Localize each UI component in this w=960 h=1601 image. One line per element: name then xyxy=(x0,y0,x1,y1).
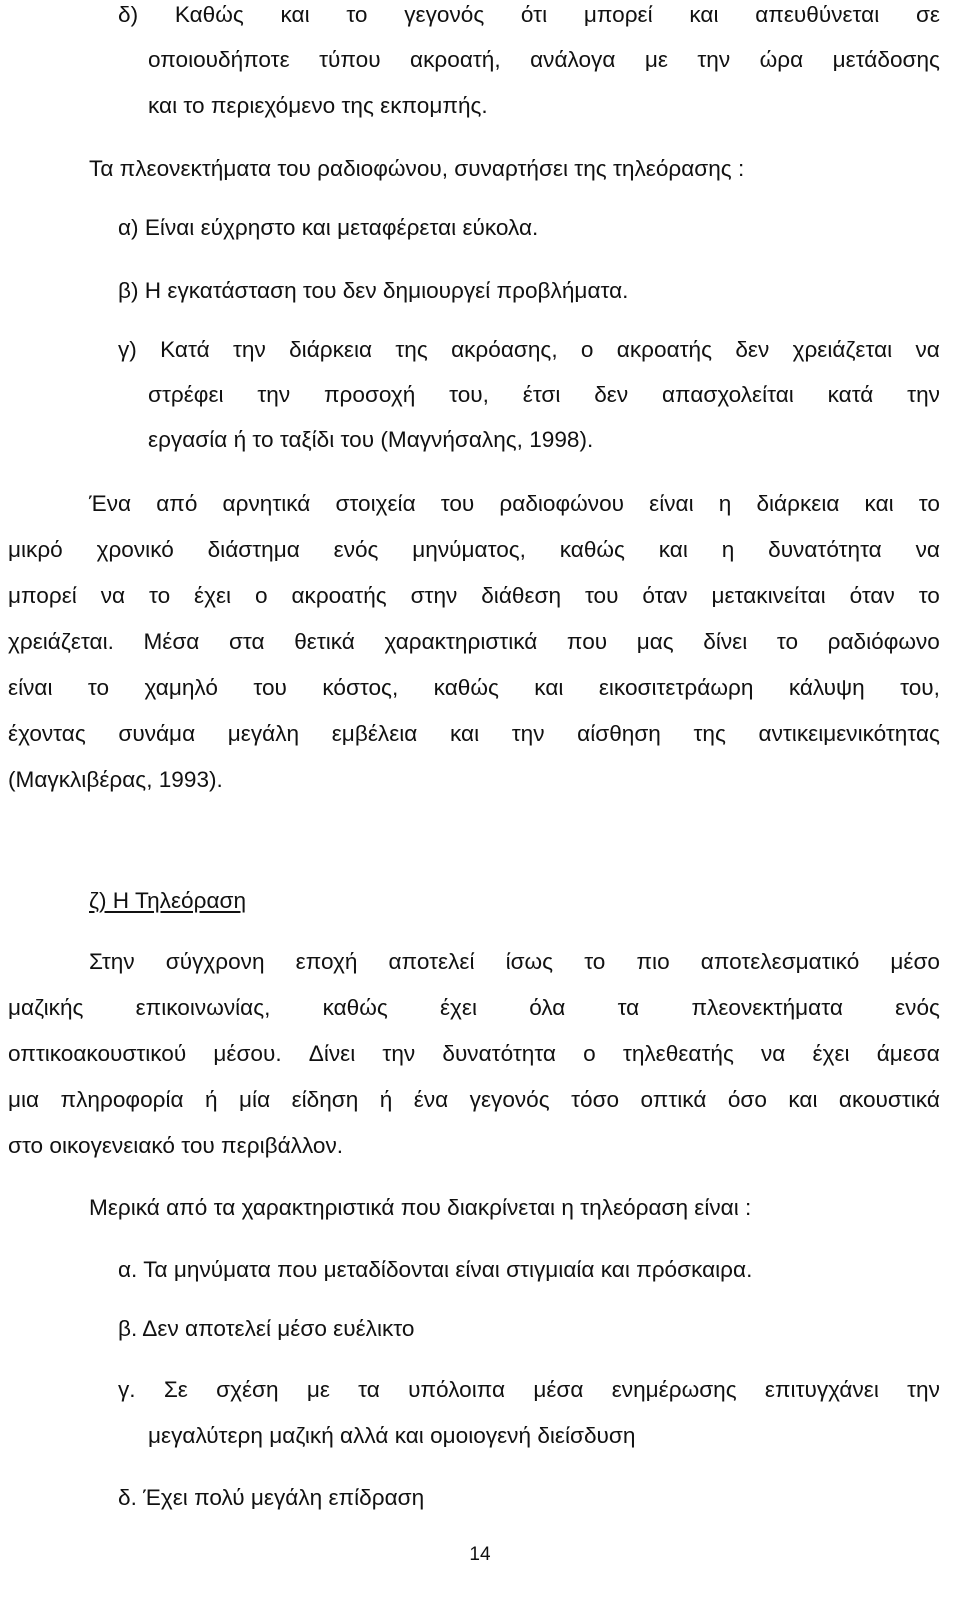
word: του xyxy=(584,583,619,608)
radio-advantage-c-line-2 xyxy=(148,384,940,407)
radio-advantage-a: α) Είναι εύχρηστο και μεταφέρεται εύκολα. xyxy=(118,215,539,240)
radio-advantage-c-line-3: εργασία ή το ταξίδι του (Μαγνήσαλης, 1998). xyxy=(148,427,594,452)
word: ένα xyxy=(413,1087,449,1112)
word: πληροφορία xyxy=(60,1087,184,1112)
word: ανάλογα xyxy=(530,47,616,72)
word: καθώς xyxy=(322,995,388,1020)
word: να xyxy=(100,583,126,608)
word: προσοχή xyxy=(323,382,416,407)
word: κατά xyxy=(827,382,874,407)
word: ακουστικά xyxy=(838,1087,940,1112)
word: ότι xyxy=(520,2,548,27)
word: του, xyxy=(449,382,489,407)
word: και xyxy=(788,1087,818,1112)
word: ή xyxy=(379,1087,393,1112)
word: οπτικά xyxy=(640,1087,707,1112)
word: ο xyxy=(580,337,594,362)
word: εποχή xyxy=(295,949,358,974)
word: είναι xyxy=(649,491,694,516)
tv-characteristic-b: β. Δεν αποτελεί μέσο ευέλικτο xyxy=(118,1316,415,1341)
word: στα xyxy=(228,629,265,654)
word: εμβέλεια xyxy=(331,721,418,746)
word: αποτελεί xyxy=(388,949,475,974)
radio-paragraph-line-1 xyxy=(89,493,940,516)
word: κάλυψη xyxy=(788,675,865,700)
word: το xyxy=(87,675,110,700)
tv-paragraph-line-5: στο οικογενειακό του περιβάλλον. xyxy=(8,1133,344,1158)
word: έχει xyxy=(812,1041,850,1066)
word: χαρακτηριστικά xyxy=(384,629,538,654)
word: μαζικής xyxy=(8,995,84,1020)
word: θετικά xyxy=(294,629,355,654)
word: ο xyxy=(583,1041,596,1066)
word: όταν xyxy=(642,583,688,608)
word: του xyxy=(440,491,475,516)
word: αντικειμενικότητας xyxy=(758,721,940,746)
word: και xyxy=(864,491,894,516)
radio-advantages-intro: Τα πλεονεκτήματα του ραδιοφώνου, συναρτήσει της τηλεόρασης : xyxy=(89,156,745,181)
word: στην xyxy=(410,583,458,608)
page-number: 14 xyxy=(469,1544,491,1565)
word: μπορεί xyxy=(583,2,653,27)
word: Καθώς xyxy=(174,2,244,27)
tv-characteristic-d: δ. Έχει πολύ μεγάλη επίδραση xyxy=(118,1485,425,1510)
word: γ) xyxy=(118,337,137,362)
word: χρονικό xyxy=(96,537,174,562)
word: επικοινωνίας, xyxy=(135,995,271,1020)
section-heading: ζ) Η Τηλεόραση xyxy=(89,888,247,913)
word: με xyxy=(644,47,668,72)
word: Σε xyxy=(163,1377,188,1402)
tv-paragraph-line-4 xyxy=(8,1089,940,1112)
word: καθώς xyxy=(559,537,625,562)
word: την xyxy=(382,1041,416,1066)
word: τύπου xyxy=(319,47,381,72)
word: όσο xyxy=(727,1087,767,1112)
word: της xyxy=(395,337,428,362)
word: που xyxy=(566,629,608,654)
word: πιο xyxy=(636,949,670,974)
word: την xyxy=(511,721,545,746)
word: γεγονός xyxy=(404,2,485,27)
word: η xyxy=(721,537,735,562)
word: όταν xyxy=(849,583,895,608)
word: καθώς xyxy=(433,675,499,700)
word: χρειάζεται xyxy=(792,337,893,362)
word: ακρόασης, xyxy=(451,337,558,362)
word: το xyxy=(148,583,171,608)
word: το xyxy=(584,949,606,974)
tv-characteristic-a: α. Τα μηνύματα που μεταδίδονται είναι στιγμιαία και πρόσκαιρα. xyxy=(118,1257,753,1282)
word: διάρκεια xyxy=(289,337,373,362)
word: και xyxy=(658,537,688,562)
word: στοιχεία xyxy=(335,491,416,516)
word: διάστημα xyxy=(207,537,300,562)
tv-paragraph-line-3 xyxy=(8,1043,940,1066)
word: και xyxy=(449,721,480,746)
word: δυνατότητα xyxy=(768,537,882,562)
word: γ. xyxy=(118,1377,136,1402)
word: μια xyxy=(8,1087,40,1112)
word: εικοσιτετράωρη xyxy=(598,675,754,700)
word: τα xyxy=(617,995,640,1020)
radio-advantage-c-line-1 xyxy=(118,339,940,362)
radio-paragraph-line-5 xyxy=(8,677,940,700)
tv-paragraph-line-2 xyxy=(8,997,940,1020)
word: πλεονεκτήματα xyxy=(691,995,843,1020)
tv-paragraph-line-1 xyxy=(89,951,940,974)
word: να xyxy=(761,1041,786,1066)
word: να xyxy=(915,337,940,362)
word: απευθύνεται xyxy=(755,2,880,27)
word: ακροατής xyxy=(291,583,387,608)
word: στρέφει xyxy=(148,382,224,407)
word: το xyxy=(346,2,368,27)
word: μετάδοσης xyxy=(832,47,940,72)
word: του xyxy=(253,675,287,700)
word: μέσα xyxy=(533,1377,584,1402)
word: την xyxy=(907,1377,940,1402)
word: επιτυγχάνει xyxy=(764,1377,879,1402)
word: έτσι xyxy=(522,382,561,407)
word: της xyxy=(693,721,726,746)
item-d-line-3: και το περιεχόμενο της εκπομπής. xyxy=(148,93,488,118)
word: οποιουδήποτε xyxy=(148,47,290,72)
word: η xyxy=(718,491,732,516)
word: έχοντας xyxy=(8,721,86,746)
radio-paragraph-line-3 xyxy=(8,585,940,608)
word: σχέση xyxy=(216,1377,279,1402)
word: διάρκεια xyxy=(756,491,840,516)
word: ραδιόφωνο xyxy=(827,629,940,654)
word: είναι xyxy=(8,675,53,700)
word: χρειάζεται. xyxy=(8,629,114,654)
word: μέσο xyxy=(890,949,940,974)
word: την xyxy=(257,382,291,407)
word: μεγάλη xyxy=(227,721,300,746)
tv-characteristic-c-line-2: μεγαλύτερη μαζική αλλά και ομοιογενή διείσδυση xyxy=(148,1423,636,1448)
word: και xyxy=(534,675,564,700)
word: την xyxy=(907,382,940,407)
word: την xyxy=(232,337,266,362)
word: Στην xyxy=(89,949,135,974)
word: το xyxy=(918,583,940,608)
word: δ) xyxy=(118,2,139,27)
word: δεν xyxy=(594,382,629,407)
word: του, xyxy=(900,675,940,700)
word: να xyxy=(915,537,940,562)
word: Ένα xyxy=(89,491,132,516)
word: τα xyxy=(358,1377,380,1402)
word: ίσως xyxy=(505,949,554,974)
word: από xyxy=(156,491,198,516)
word: δυνατότητα xyxy=(442,1041,556,1066)
tv-characteristics-intro: Μερικά από τα χαρακτηριστικά που διακρίνεται η τηλεόραση είναι : xyxy=(89,1195,752,1220)
word: ώρα xyxy=(759,47,804,72)
radio-paragraph-line-7: (Μαγκλιβέρας, 1993). xyxy=(8,767,223,792)
word: τόσο xyxy=(571,1087,620,1112)
radio-paragraph-line-4 xyxy=(8,631,940,654)
item-d-line-1 xyxy=(118,4,940,27)
word: σύγχρονη xyxy=(165,949,265,974)
word: αρνητικά xyxy=(222,491,311,516)
word: δεν xyxy=(735,337,770,362)
word: τηλεθεατής xyxy=(622,1041,734,1066)
word: ραδιοφώνου xyxy=(499,491,625,516)
word: απασχολείται xyxy=(661,382,794,407)
word: μία xyxy=(239,1087,271,1112)
word: χαμηλό xyxy=(144,675,218,700)
word: μέσου. xyxy=(213,1041,282,1066)
word: σε xyxy=(915,2,940,27)
word: ο xyxy=(254,583,268,608)
word: ενός xyxy=(333,537,379,562)
word: και xyxy=(280,2,310,27)
word: μπορεί xyxy=(8,583,77,608)
tv-characteristic-c-line-1 xyxy=(118,1379,940,1402)
word: όλα xyxy=(529,995,566,1020)
word: είδηση xyxy=(291,1087,359,1112)
word: αποτελεσματικό xyxy=(700,949,860,974)
word: δίνει xyxy=(703,629,748,654)
radio-advantage-b: β) Η εγκατάσταση του δεν δημιουργεί προβλήματα. xyxy=(118,278,629,303)
word: έχει xyxy=(194,583,232,608)
word: έχει xyxy=(439,995,478,1020)
word: με xyxy=(306,1377,330,1402)
word: ενημέρωσης xyxy=(611,1377,737,1402)
word: μετακινείται xyxy=(711,583,826,608)
word: Δίνει xyxy=(308,1041,356,1066)
word: την xyxy=(697,47,731,72)
word: αίσθηση xyxy=(577,721,661,746)
radio-paragraph-line-2 xyxy=(8,539,940,562)
word: συνάμα xyxy=(118,721,196,746)
word: Μέσα xyxy=(143,629,200,654)
word: το xyxy=(918,491,940,516)
word: ή xyxy=(205,1087,218,1112)
radio-paragraph-line-6 xyxy=(8,723,940,746)
word: κόστος, xyxy=(322,675,399,700)
word: γεγονός xyxy=(469,1087,550,1112)
word: ενός xyxy=(895,995,940,1020)
word: και xyxy=(689,2,719,27)
word: άμεσα xyxy=(876,1041,940,1066)
word: μας xyxy=(636,629,674,654)
word: Κατά xyxy=(160,337,210,362)
word: μηνύματος, xyxy=(412,537,526,562)
word: οπτικοακουστικού xyxy=(8,1041,187,1066)
word: ακροατής xyxy=(616,337,713,362)
word: υπόλοιπα xyxy=(408,1377,506,1402)
word: ακροατή, xyxy=(410,47,501,72)
word: μικρό xyxy=(8,537,63,562)
word: το xyxy=(776,629,799,654)
word: διάθεση xyxy=(481,583,562,608)
item-d-line-2 xyxy=(148,49,940,72)
